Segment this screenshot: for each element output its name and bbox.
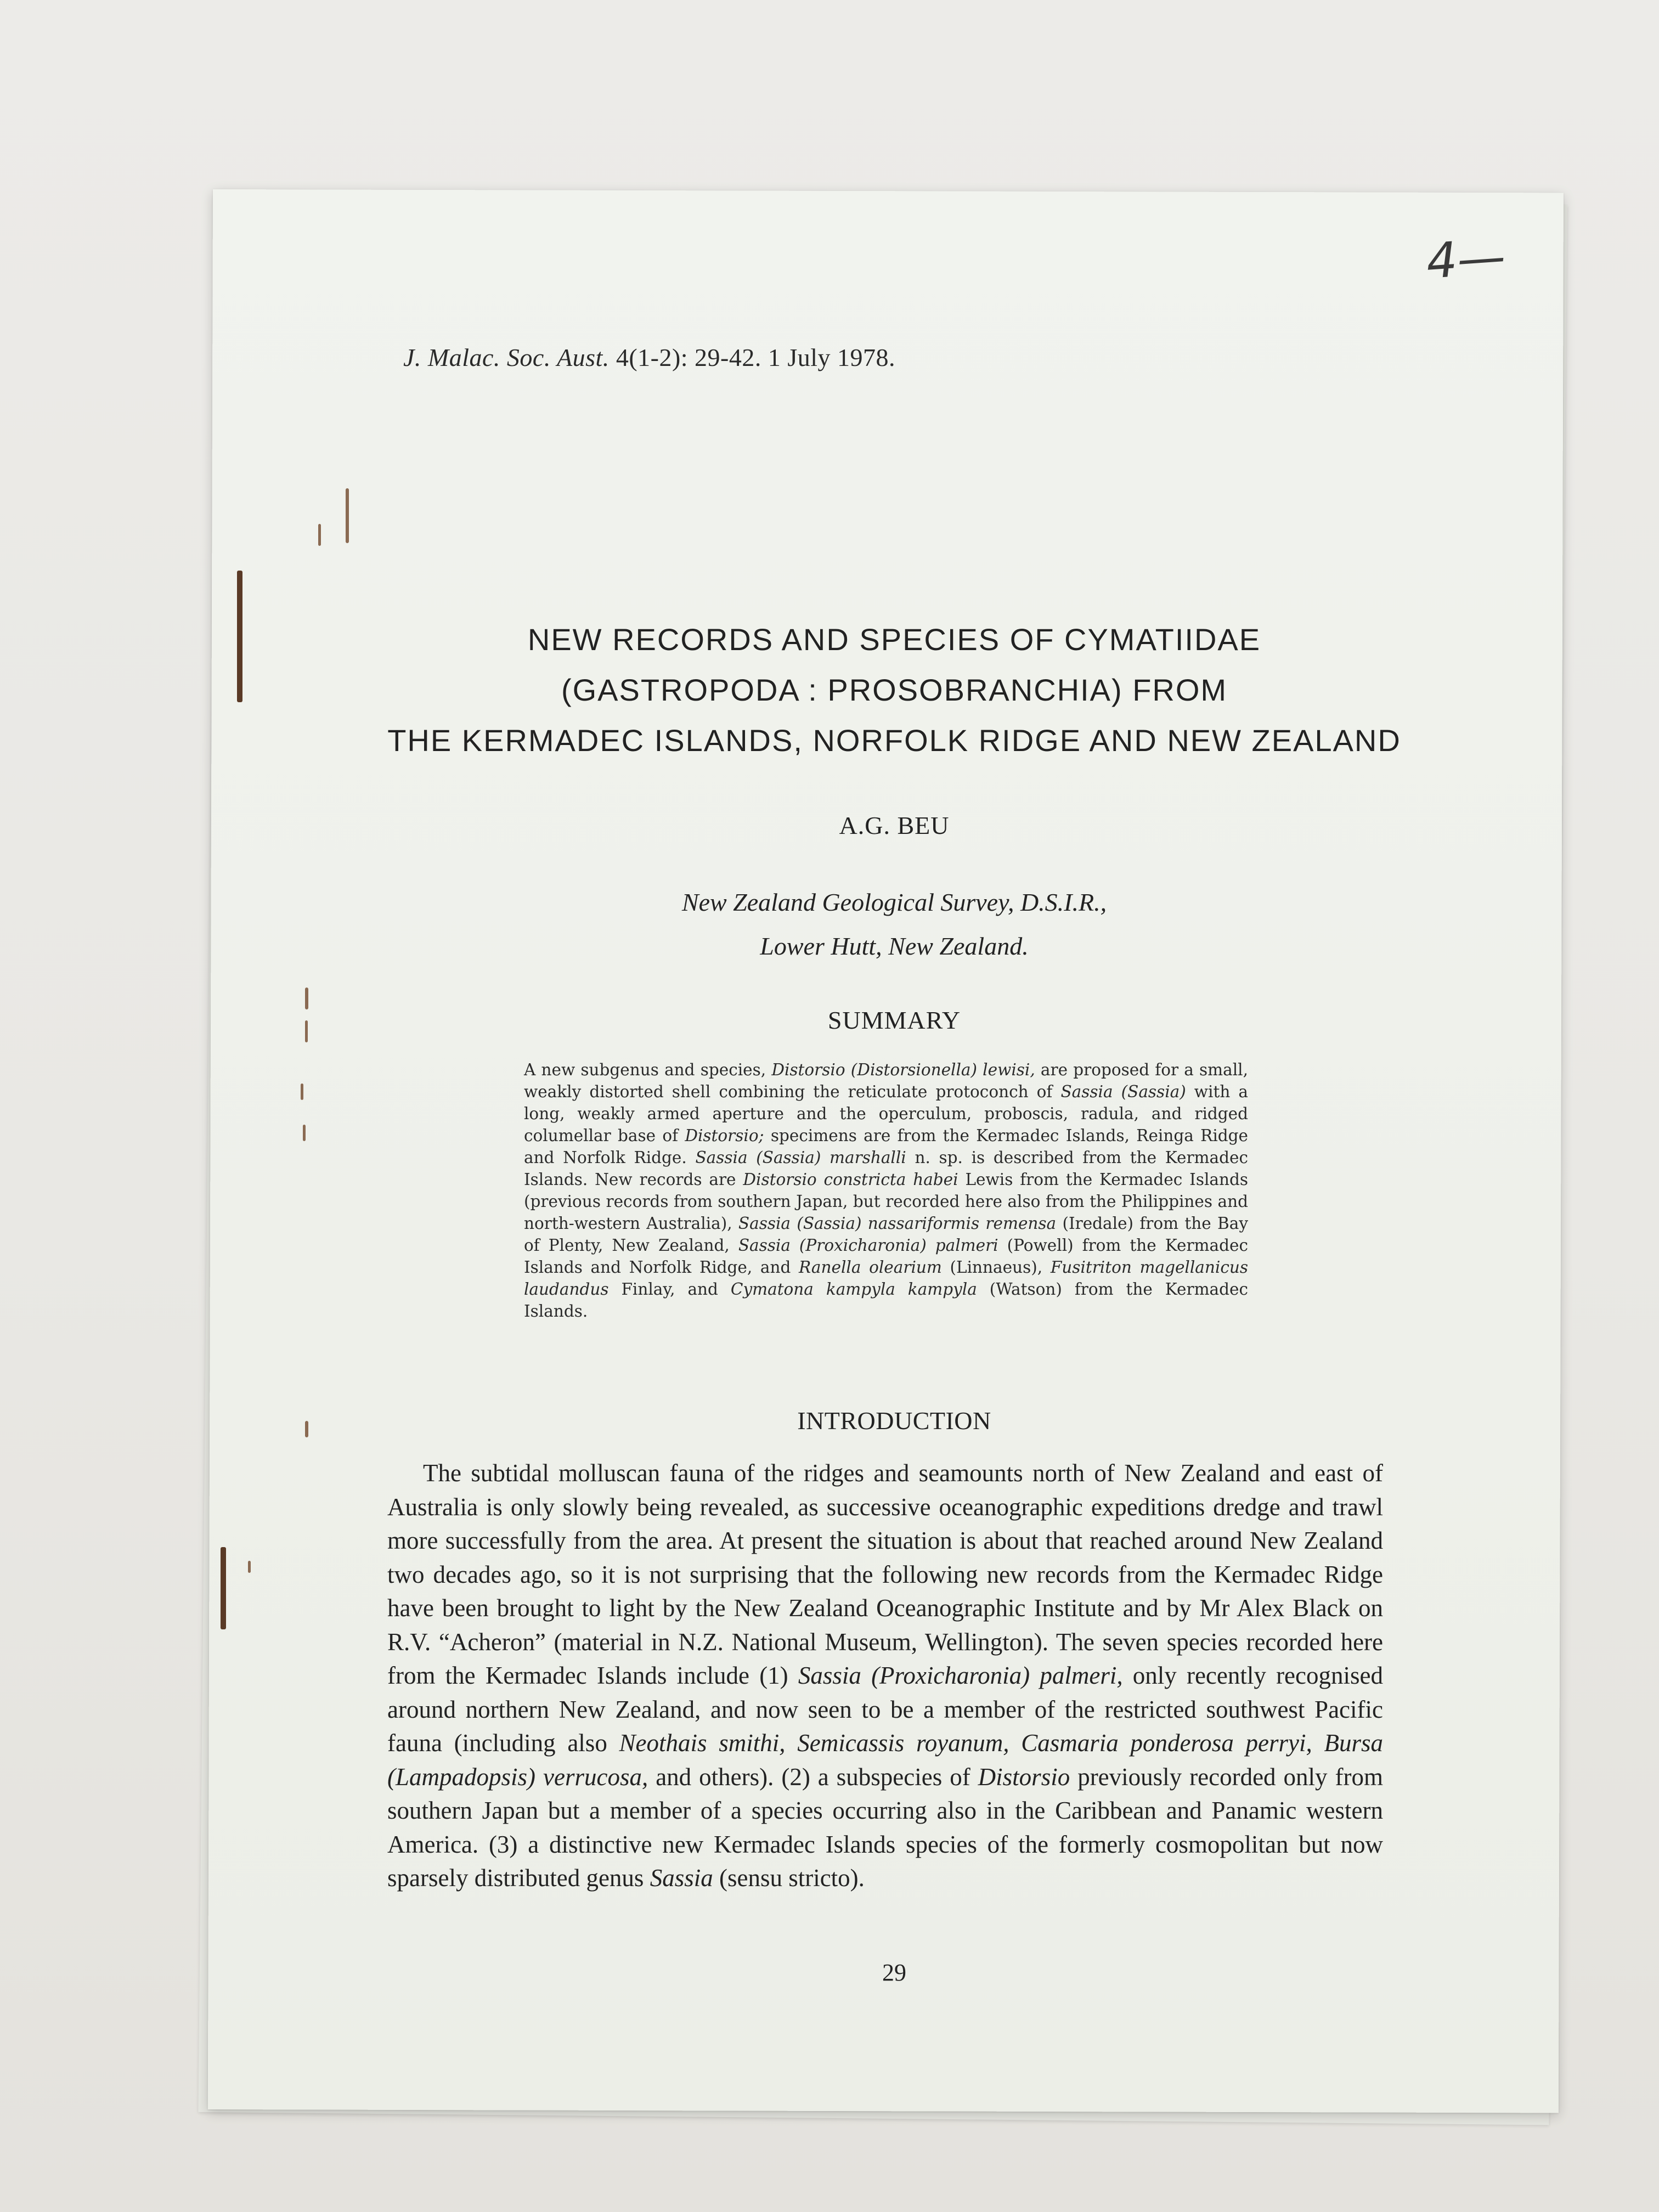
summary-text: are proposed for a small, weakly distorted shell combining the reticulate protoconch of <box>524 1060 1248 1101</box>
intro-text: The subtidal molluscan fauna of the ridges and seamounts north of New Zealand and east of Australia is only slowly being revealed, as successive oceanographic expeditions dredge and trawl more successfully from the area. At present the situation is about that reached around New Zealand two decades ago, so it is not surprising that the following new records from the Kermadec Ridge have been brought to light by the New Zealand Oceanographic Institute and by Mr Alex Black on R.V. “Acheron” (material in N.Z. National Museum, Wellington). The seven species recorded here from the Kermadec Islands include (1) <box>387 1459 1383 1689</box>
summary-text: specimens are from the Kermadec Islands, Reinga Ridge and Norfolk Ridge. <box>524 1126 1248 1167</box>
summary-heading: SUMMARY <box>827 1006 961 1034</box>
summary-text: (Linnaeus), <box>941 1258 1051 1277</box>
summary-text: (Iredale) from the Bay of Plenty, New Zealand, <box>524 1214 1248 1255</box>
summary-text: n. sp. is described from the Kermadec Islands. New records are <box>524 1148 1248 1189</box>
taxon-name: Distorsio <box>978 1763 1070 1791</box>
rust-mark-6 <box>303 1125 306 1141</box>
taxon-name: Neothais smithi, Semicassis royanum, Casmaria ponderosa perryi, Bursa (Lampadopsis) verrucosa, <box>387 1729 1383 1791</box>
taxon-name: Sassia (Proxicharonia) palmeri, <box>798 1662 1123 1689</box>
staple-mark-bottom <box>221 1547 226 1629</box>
taxon-name: Distorsio; <box>685 1126 764 1145</box>
paper-title <box>351 614 1437 766</box>
summary-text: A new subgenus and species, <box>524 1060 772 1079</box>
taxon-name: Fusitriton magellanicus laudandus <box>524 1258 1248 1299</box>
taxon-name: Sassia (Proxicharonia) palmeri <box>738 1236 998 1255</box>
journal-citation <box>403 343 895 372</box>
summary-text: Lewis from the Kermadec Islands (previous records from southern Japan, but recorded here also from the Philippines and north-western Australia), <box>524 1170 1248 1233</box>
intro-text: (sensu stricto). <box>713 1864 865 1892</box>
intro-text: previously recorded only from southern Japan but a member of a species occurring also in the Caribbean and Panamic western America. (3) a distinctive new Kermadec Islands species of the formerly cosmopolitan but now sparsely distributed genus <box>387 1763 1383 1892</box>
taxon-name: Sassia (Sassia) nassariformis remensa <box>738 1214 1057 1233</box>
taxon-name: Distorsio constricta habei <box>743 1170 958 1189</box>
taxon-name: Ranella olearium <box>799 1258 942 1277</box>
title-line-3: THE KERMADEC ISLANDS, NORFOLK RIDGE AND NEW ZEALAND <box>387 723 1401 758</box>
summary-text: with a long, weakly armed aperture and the operculum, proboscis, radula, and ridged columellar base of <box>524 1082 1249 1145</box>
rust-mark-1 <box>346 488 349 543</box>
taxon-name: Sassia (Sassia) <box>1060 1082 1186 1101</box>
taxon-name: Distorsio (Distorsionella) lewisi, <box>771 1060 1035 1079</box>
staple-mark-top <box>237 571 242 702</box>
citation-details: 4(1-2): 29-42. 1 July 1978. <box>616 343 896 371</box>
rust-mark-5 <box>301 1084 303 1100</box>
introduction-paragraph <box>387 1457 1383 1895</box>
summary-text: (Watson) from the Kermadec Islands. <box>524 1280 1249 1321</box>
intro-text: and others). (2) a subspecies of <box>648 1763 978 1791</box>
rust-mark-7 <box>305 1421 308 1437</box>
intro-text: only recently recognised around northern New Zealand, and now seen to be a member of the restricted southwest Pacific fauna (including also <box>387 1662 1383 1757</box>
summary-text: (Powell) from the Kermadec Islands and Norfolk Ridge, and <box>524 1236 1248 1277</box>
author-affiliation <box>351 881 1437 968</box>
affiliation-line-2: Lower Hutt, New Zealand. <box>760 932 1029 960</box>
summary-text: Finlay, and <box>608 1280 731 1299</box>
rust-mark-3 <box>305 988 308 1009</box>
affiliation-line-1: New Zealand Geological Survey, D.S.I.R., <box>681 888 1107 916</box>
summary-paragraph <box>524 1059 1248 1322</box>
rust-mark-4 <box>305 1020 308 1042</box>
title-line-1: NEW RECORDS AND SPECIES OF CYMATIIDAE <box>527 622 1261 657</box>
taxon-name: Sassia (Sassia) marshalli <box>695 1148 906 1167</box>
author-name: A.G. BEU <box>839 811 950 839</box>
title-line-2: (GASTROPODA : PROSOBRANCHIA) FROM <box>561 673 1228 707</box>
taxon-name: Cymatona kampyla kampyla <box>730 1280 977 1299</box>
introduction-heading: INTRODUCTION <box>797 1407 991 1435</box>
rust-mark-2 <box>318 524 321 546</box>
handwritten-page-mark: 4— <box>1424 228 1508 290</box>
journal-name: J. Malac. Soc. Aust. <box>403 343 610 371</box>
page-number: 29 <box>882 1959 906 1986</box>
taxon-name: Sassia <box>650 1864 713 1892</box>
rust-mark-8 <box>248 1561 251 1573</box>
